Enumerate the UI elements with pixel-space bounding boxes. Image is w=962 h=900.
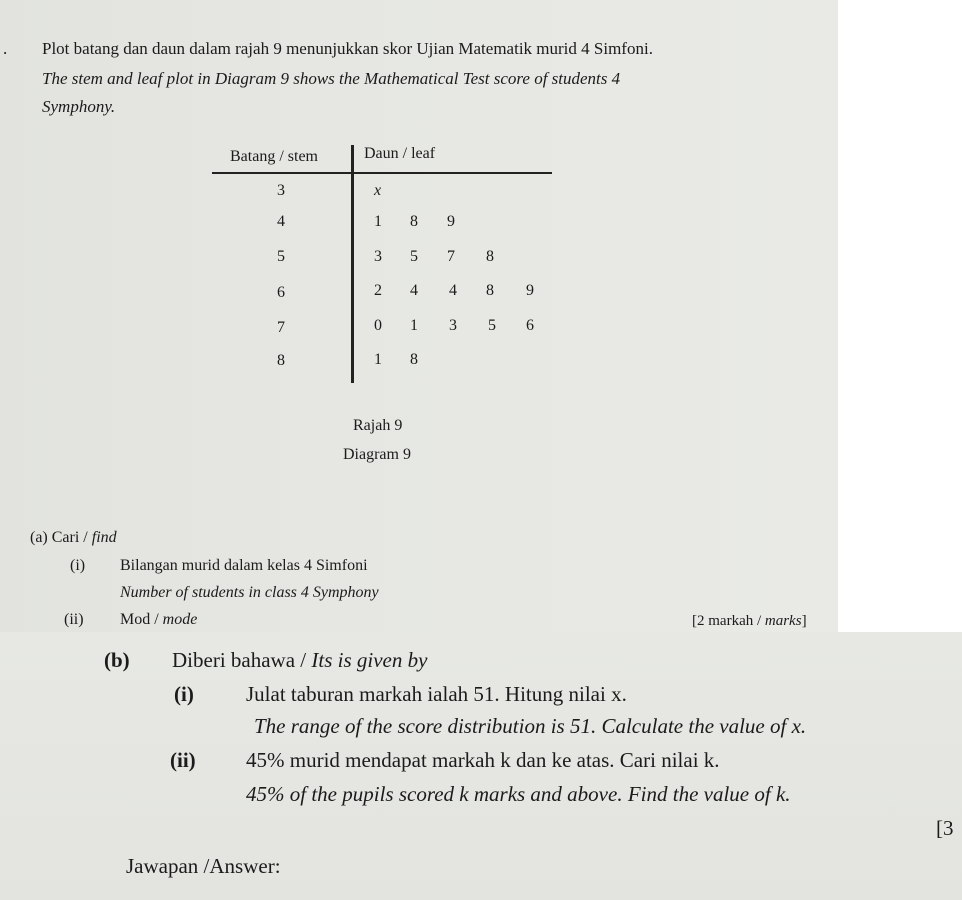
intro-english-line2: Symphony. <box>42 97 116 116</box>
answer-label: Jawapan /Answer: <box>126 854 281 878</box>
header-leaf: Daun / leaf <box>364 145 436 162</box>
part-a-ii-number: (ii) <box>64 611 84 628</box>
leaf-cell: x <box>374 182 382 199</box>
leaf-cell: 1 <box>410 317 418 334</box>
stem-divider <box>351 145 354 383</box>
part-b-ii-malay: 45% murid mendapat markah k dan ke atas. Cari nilai k. <box>246 748 720 772</box>
leaf-cell: 9 <box>526 282 534 299</box>
leaf-cell: 3 <box>449 317 457 334</box>
leaf-cell: 1 <box>374 351 382 368</box>
part-b-i-number: (i) <box>174 682 194 706</box>
leaf-cell: 5 <box>488 317 496 334</box>
header-stem: Batang / stem <box>230 148 318 165</box>
header-divider <box>212 172 552 174</box>
leaf-cell: 2 <box>374 282 382 299</box>
leaf-cell: 8 <box>486 248 494 265</box>
part-a-i-number: (i) <box>70 557 86 574</box>
stem-cell: 7 <box>277 319 285 336</box>
part-a-i-english: Number of students in class 4 Symphony <box>120 584 379 601</box>
intro-malay: Plot batang dan daun dalam rajah 9 menunjukkan skor Ujian Matematik murid 4 Simfoni. <box>42 39 653 58</box>
stem-cell: 8 <box>277 352 285 369</box>
stem-cell: 4 <box>277 213 285 230</box>
part-a-ii-text: Mod / mode <box>120 611 198 628</box>
part-b-ii-english: 45% of the pupils scored k marks and above. Find the value of k. <box>246 782 791 806</box>
caption-english: Diagram 9 <box>343 446 411 463</box>
part-a-i-malay: Bilangan murid dalam kelas 4 Simfoni <box>120 557 368 574</box>
leaf-cell: 4 <box>449 282 457 299</box>
leaf-cell: 0 <box>374 317 382 334</box>
leaf-cell: 8 <box>486 282 494 299</box>
part-a-label: (a) Cari / find <box>30 529 117 546</box>
leaf-cell: 1 <box>374 213 382 230</box>
caption-malay: Rajah 9 <box>353 417 403 434</box>
intro-english-line1: The stem and leaf plot in Diagram 9 shows the Mathematical Test score of students 4 <box>42 69 621 88</box>
part-b-i-malay: Julat taburan markah ialah 51. Hitung nilai x. <box>246 682 627 706</box>
stem-cell: 3 <box>277 182 285 199</box>
leaf-cell: 7 <box>447 248 455 265</box>
leaf-cell: 6 <box>526 317 534 334</box>
part-b-intro: Diberi bahawa / Its is given by <box>172 648 428 672</box>
part-a-marks: [2 markah / marks] <box>692 613 807 629</box>
leaf-cell: 9 <box>447 213 455 230</box>
part-b-marks: [3 <box>936 816 954 840</box>
part-b-i-english: The range of the score distribution is 51. Calculate the value of x. <box>254 714 807 738</box>
leaf-cell: 8 <box>410 213 418 230</box>
leaf-cell: 4 <box>410 282 418 299</box>
part-b-ii-number: (ii) <box>170 748 196 772</box>
leaf-cell: 8 <box>410 351 418 368</box>
part-b-label: (b) <box>104 648 130 672</box>
leaf-cell: 3 <box>374 248 382 265</box>
stem-cell: 5 <box>277 248 285 265</box>
leaf-cell: 5 <box>410 248 418 265</box>
question-number: . <box>3 39 8 58</box>
stem-cell: 6 <box>277 284 285 301</box>
